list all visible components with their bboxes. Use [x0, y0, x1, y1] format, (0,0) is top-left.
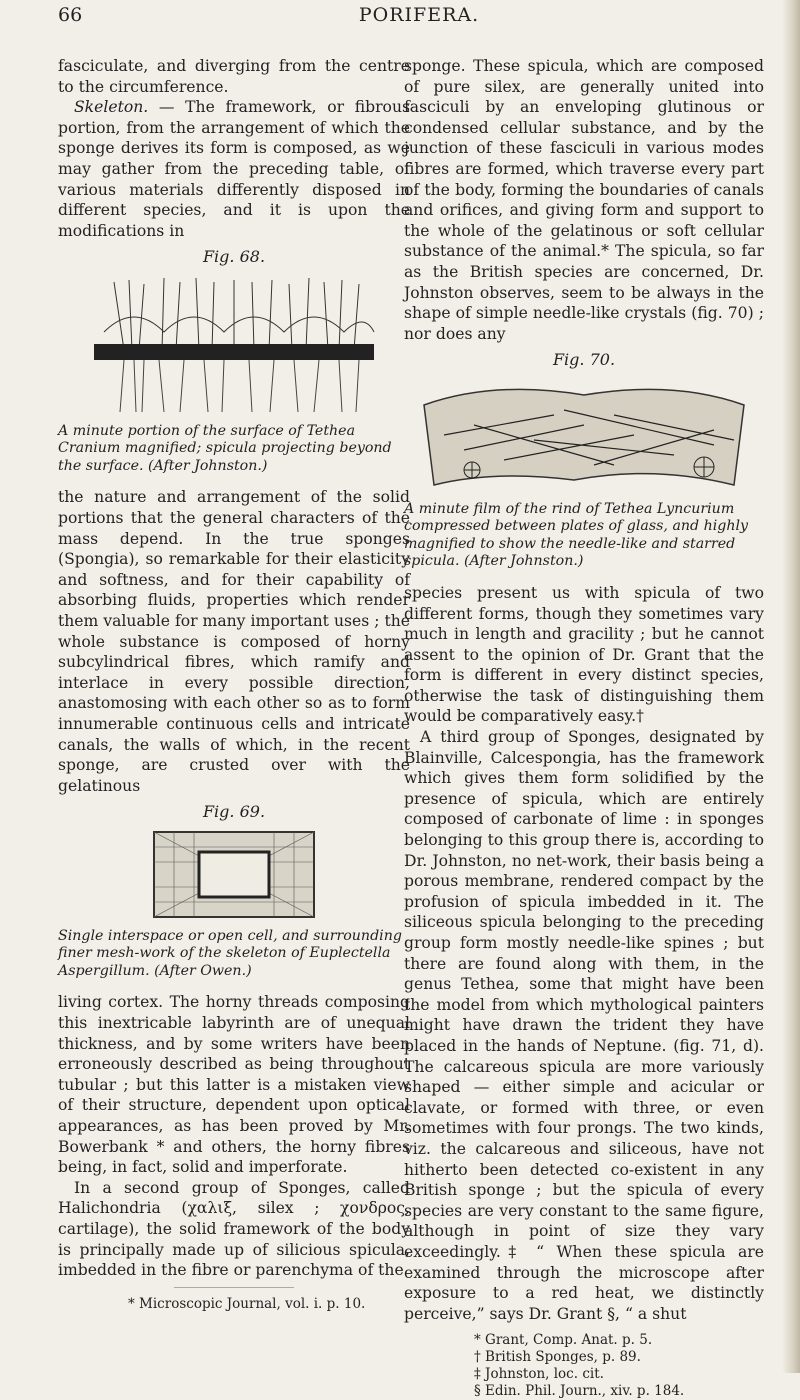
footnote: * Grant, Comp. Anat. p. 5.	[474, 1332, 653, 1349]
running-title: PORIFERA.	[358, 4, 480, 26]
fig69-label: Fig. 69.	[202, 802, 266, 822]
right-column	[404, 56, 764, 1400]
fig70-caption: A minute film of the rind of Tethea Lyncurium compressed between plates of glass, and highly magnified to show the needle-like and starred spicula. (After Johnston.)	[404, 500, 749, 570]
fig68-illustration	[84, 272, 384, 417]
footnote: ‡ Johnston, loc. cit.	[474, 1366, 604, 1383]
skeleton-text: — The framework, or fibrous portion, from the arrangement of which the sponge derives its form is composed, as we may gather from the preceding table, of various materials differently disposed in different species, and it is upon the modifications in	[58, 98, 410, 240]
fig70-illustration	[414, 375, 754, 495]
page-number: 66	[58, 4, 83, 26]
right-footnotes	[404, 1332, 764, 1400]
paragraph-species-forms: species present us with spicula of two different forms, though they sometimes vary much in length and gracility ; but he cannot assent to the opinion of Dr. Grant that the form is different in every distinct species, otherwise the task of distinguishing them would be comparatively easy.†	[404, 583, 764, 726]
fig68-label: Fig. 68.	[202, 247, 266, 267]
paragraph-nature: the nature and arrangement of the solid portions that the general characters of the mass depend. In the true sponges (Spongia), so remarkable for their elasticity and softness, and for their capability of absorbing fluids, properties which render them valuable for many important uses ; the whole substance is composed of horny subcylindrical fibres, which ramify and interlace in every possible direction, anastomosing with each other so as to form innumerable continuous cells and intricate canals, the walls of which, in the recent sponge, are crusted over with the gelatinous	[58, 488, 410, 795]
fig69-illustration	[149, 827, 319, 922]
footnote-rule	[174, 1287, 294, 1288]
fig69-caption: Single interspace or open cell, and surrounding finer mesh-work of the skeleton of Euplectella Aspergillum. (After Owen.)	[58, 927, 402, 979]
skeleton-heading: Skeleton.	[74, 98, 149, 117]
page-edge-shadow	[782, 0, 800, 1373]
left-footnotes	[58, 1296, 410, 1313]
fig70-label: Fig. 70.	[552, 350, 616, 370]
paragraph-halichondria: In a second group of Sponges, called Halichondria (χαλιξ, silex ; χονδρος, cartilage), the solid framework of the body is principally made up of silicious spicula, imbedded in the fibre or parenchyma of the	[58, 1178, 410, 1280]
paragraph-living-cortex: living cortex. The horny threads composing this inextricable labyrinth are of unequal thickness, and by some writers have been erroneously described as being throughout tubular ; but this latter is a mistaken view of their structure, dependent upon optical appearances, as has been proved by Mr. Bowerbank * and others, the horny fibres being, in fact, solid and imperforate.	[58, 993, 410, 1177]
page-header	[58, 4, 780, 34]
paragraph-fasciculate: fasciculate, and diverging from the centre to the circumference.	[58, 57, 410, 96]
paragraph-calcespongia: A third group of Sponges, designated by Blainville, Calcespongia, has the framework which gives them form solidified by the presence of spicula, which are entirely composed of carbonate of lime : in sponges belonging to this group there is, according to Dr. Johnston, no net-work, their basis being a porous membrane, rendered compact by the profusion of spicula imbedded in it. The siliceous spicula belonging to the preceding group form mostly needle-like spines ; but there are found along with them, in the genus Tethea, some that might have been the model from which mythological painters might have drawn the trident they have placed in the hands of Neptune. (fig. 71, d). The calcareous spicula are more variously shaped — either simple and acicular or clavate, or formed with three, or even sometimes with four prongs. The two kinds, viz. the calcareous and siliceous, have not hitherto been detected co-existent in any British sponge ; but the spicula of every species are very constant to the same figure, although in point of size they vary exceedingly.‡ “ When these spicula are examined through the microscope after exposure to a red heat, we distinctly perceive,” says Dr. Grant §, “ a shut	[404, 728, 764, 1323]
left-column	[58, 56, 410, 1313]
paragraph-skeleton	[58, 97, 410, 241]
fig68-caption: A minute portion of the surface of Tethea Cranium magnified; spicula projecting beyond the surface. (After Johnston.)	[58, 422, 392, 474]
paragraph-sponge-spicula: sponge. These spicula, which are composed of pure silex, are generally united into fasciculi by an enveloping glutinous or condensed cellular substance, and by the junction of these fasciculi in various modes fibres are formed, which traverse every part of the body, forming the boundaries of canals and orifices, and giving form and support to the whole of the gelatinous or soft cellular substance of the animal.* The spicula, so far as the British species are concerned, Dr. Johnston observes, seem to be always in the shape of simple needle-like crystals (fig. 70) ; nor does any	[404, 57, 764, 343]
footnote: † British Sponges, p. 89.	[474, 1349, 641, 1366]
footnote: * Microscopic Journal, vol. i. p. 10.	[128, 1295, 366, 1312]
footnote: § Edin. Phil. Journ., xiv. p. 184.	[474, 1383, 685, 1400]
